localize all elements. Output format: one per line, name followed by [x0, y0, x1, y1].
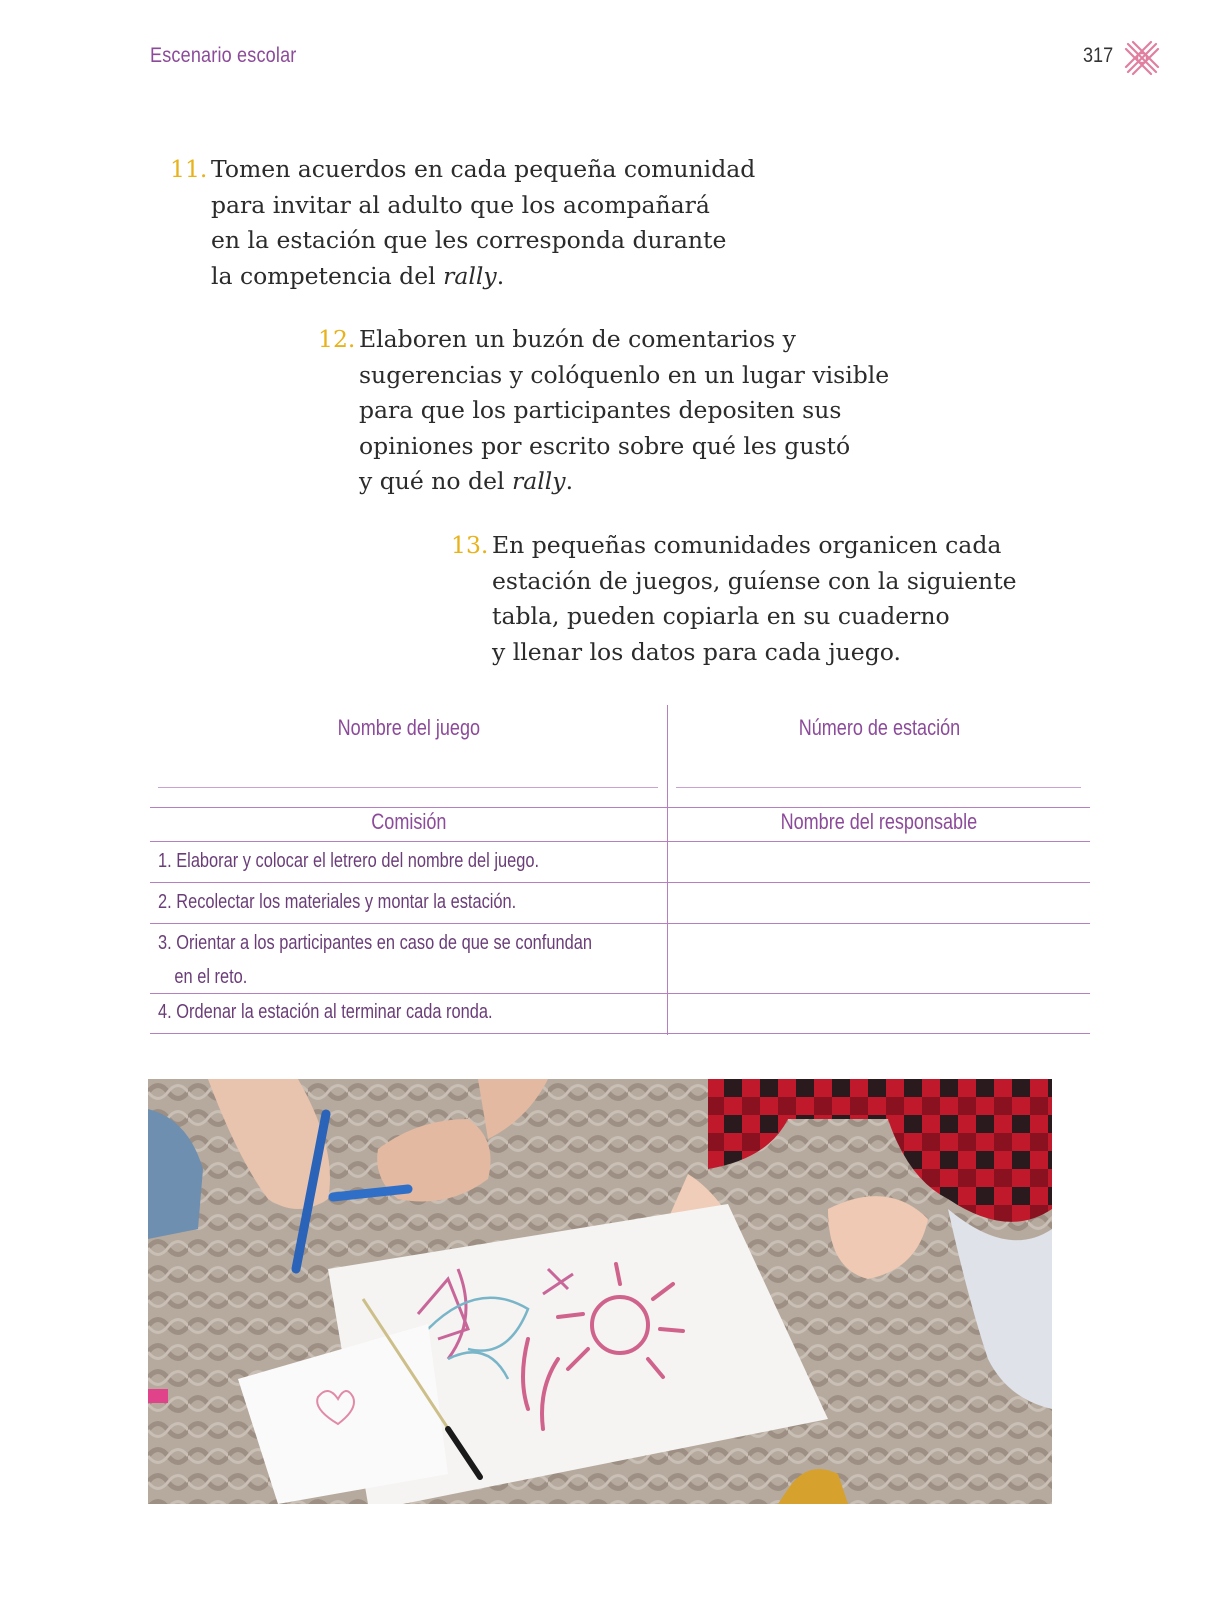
- row-divider: [150, 923, 1090, 924]
- header-numero-de-estacion: Número de estación: [798, 715, 960, 740]
- row-divider: [150, 841, 1090, 842]
- row-divider: [150, 993, 1090, 994]
- step-13: [451, 528, 1092, 670]
- step-12: [318, 322, 959, 500]
- header-nombre-del-responsable: Nombre del responsable: [780, 809, 978, 834]
- step-number: 12.: [318, 325, 356, 353]
- step-number: 13.: [451, 531, 489, 559]
- section-title: Escenario escolar: [150, 44, 297, 67]
- header-comision: Comisión: [370, 809, 447, 834]
- table-row: 4. Ordenar la estación al terminar cada ronda.: [158, 1001, 493, 1023]
- table-row: 1. Elaborar y colocar el letrero del nombre del juego.: [158, 850, 540, 872]
- column-divider: [667, 705, 668, 1035]
- row-divider: [150, 807, 1090, 808]
- row-divider: [150, 1033, 1090, 1034]
- header-nombre-del-juego: Nombre del juego: [337, 715, 480, 740]
- fill-in-line-juego[interactable]: [158, 787, 658, 788]
- step-11: [170, 152, 831, 294]
- row-divider: [150, 882, 1090, 883]
- step-text: Tomen acuerdos en cada pequeña comunidad para invitar al adulto que los acompañará en la estación que les corresponda durante la competencia del rally.: [211, 155, 756, 290]
- page-number: 317: [1083, 44, 1114, 67]
- asterisk-ornament-icon: [1124, 40, 1160, 76]
- children-drawing-photo: [148, 1079, 1052, 1504]
- station-table: [150, 705, 1090, 1035]
- step-number: 11.: [170, 155, 208, 183]
- step-text: Elaboren un buzón de comentarios y sugerencias y colóquenlo en un lugar visible para que los participantes depositen sus opiniones por escrito sobre qué les gustó y qué no del rally.: [359, 325, 890, 495]
- step-text: En pequeñas comunidades organicen cada estación de juegos, guíense con la siguiente tabla, pueden copiarla en su cuaderno y llenar los datos para cada juego.: [492, 531, 1017, 666]
- fill-in-line-estacion[interactable]: [676, 787, 1081, 788]
- table-row: 3. Orientar a los participantes en caso de que se confundan en el reto.: [158, 932, 592, 988]
- table-row: 2. Recolectar los materiales y montar la estación.: [158, 891, 517, 913]
